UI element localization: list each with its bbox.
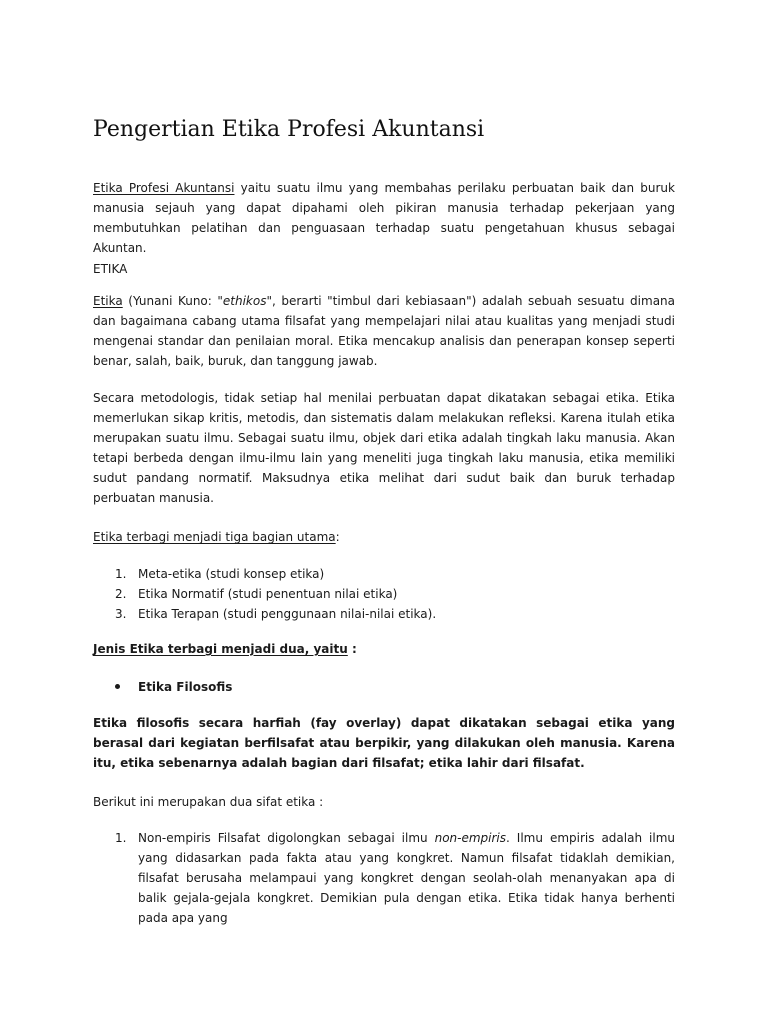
etika-def-pre: (Yunani Kuno: " [122, 294, 223, 308]
list-item [93, 828, 675, 928]
sifat-text-post: . Ilmu empiris adalah ilmu yang didasarkan pada fakta atau yang kongkret. Namun filsafat tidaklah demikian, filsafat berusaha melampaui yang kongkret dengan seolah-olah menanyakan apa di balik gejala-gejala kongkret. Demikian pula dengan etika. Etika tidak hanya berhenti pada apa yang [138, 831, 675, 925]
sifat-etika-list [93, 828, 675, 928]
etika-term: Etika [93, 294, 123, 308]
list-item-text: Etika Filosofis [138, 680, 233, 694]
tiga-bagian-suffix: : [335, 530, 340, 544]
intro-paragraph [93, 178, 675, 258]
tiga-bagian-list [93, 564, 675, 624]
etika-def-post: ", berarti "timbul dari kebiasaan") adalah sebuah sesuatu dimana dan bagaimana cabang utama filsafat yang mempelajari nilai atau kualitas yang menjadi studi mengenai standar dan penilaian moral. Etika mencakup analisis dan penerapan konsep seperti benar, salah, baik, buruk, dan tanggung jawab. [93, 294, 676, 368]
list-item [93, 604, 675, 624]
jenis-etika-heading-text: Jenis Etika terbagi menjadi dua, yaitu [93, 642, 348, 656]
berikut-paragraph: Berikut ini merupakan dua sifat etika : [93, 795, 324, 809]
list-item [93, 564, 675, 584]
list-number: 1. [115, 567, 127, 581]
tiga-bagian-heading [93, 527, 675, 547]
list-number: 3. [115, 607, 127, 621]
filosofis-paragraph: Etika filosofis secara harfiah (fay overlay) dapat dikatakan sebagai etika yang berasal dari kegiatan berfilsafat atau berpikir, yang dilakukan oleh manusia. Karena itu, etika sebenarnya adalah bagian dari filsafat; etika lahir dari filsafat. [93, 716, 675, 770]
list-item-text: Etika Normatif (studi penentuan nilai etika) [138, 587, 398, 601]
sifat-text-pre: Non-empiris Filsafat digolongkan sebagai ilmu [138, 831, 435, 845]
bullet-icon [115, 684, 120, 689]
sifat-text-italic: non-empiris [434, 831, 507, 845]
list-number: 1. [115, 831, 127, 845]
section-heading-etika: ETIKA [93, 262, 128, 276]
list-item [93, 677, 675, 697]
jenis-etika-list [93, 677, 675, 697]
list-item [93, 584, 675, 604]
list-item-text: Meta-etika (studi konsep etika) [138, 567, 325, 581]
intro-text: yaitu suatu ilmu yang membahas perilaku perbuatan baik dan buruk manusia sejauh yang dapat dipahami oleh pikiran manusia terhadap pekerjaan yang membutuhkan pelatihan dan penguasaan terhadap suatu pengetahuan khusus sebagai Akuntan. [93, 181, 675, 255]
jenis-etika-suffix: : [347, 642, 357, 656]
list-number: 2. [115, 587, 127, 601]
etika-def-italic: ethikos [222, 294, 267, 308]
etika-definition-paragraph [93, 291, 675, 371]
intro-term: Etika Profesi Akuntansi [93, 181, 235, 195]
page-title: Pengertian Etika Profesi Akuntansi [93, 117, 485, 142]
metodologis-paragraph: Secara metodologis, tidak setiap hal menilai perbuatan dapat dikatakan sebagai etika. Etika memerlukan sikap kritis, metodis, dan sistematis dalam melakukan refleksi. Karena itulah etika merupakan suatu ilmu. Sebagai suatu ilmu, objek dari etika adalah tingkah laku manusia. Akan tetapi berbeda dengan ilmu-ilmu lain yang meneliti juga tingkah laku manusia, etika memiliki sudut pandang normatif. Maksudnya etika melihat dari sudut baik dan buruk terhadap perbuatan manusia. [93, 391, 675, 505]
tiga-bagian-heading-text: Etika terbagi menjadi tiga bagian utama [93, 530, 336, 544]
list-item-text: Etika Terapan (studi penggunaan nilai-nilai etika). [138, 607, 437, 621]
jenis-etika-heading [93, 639, 675, 659]
